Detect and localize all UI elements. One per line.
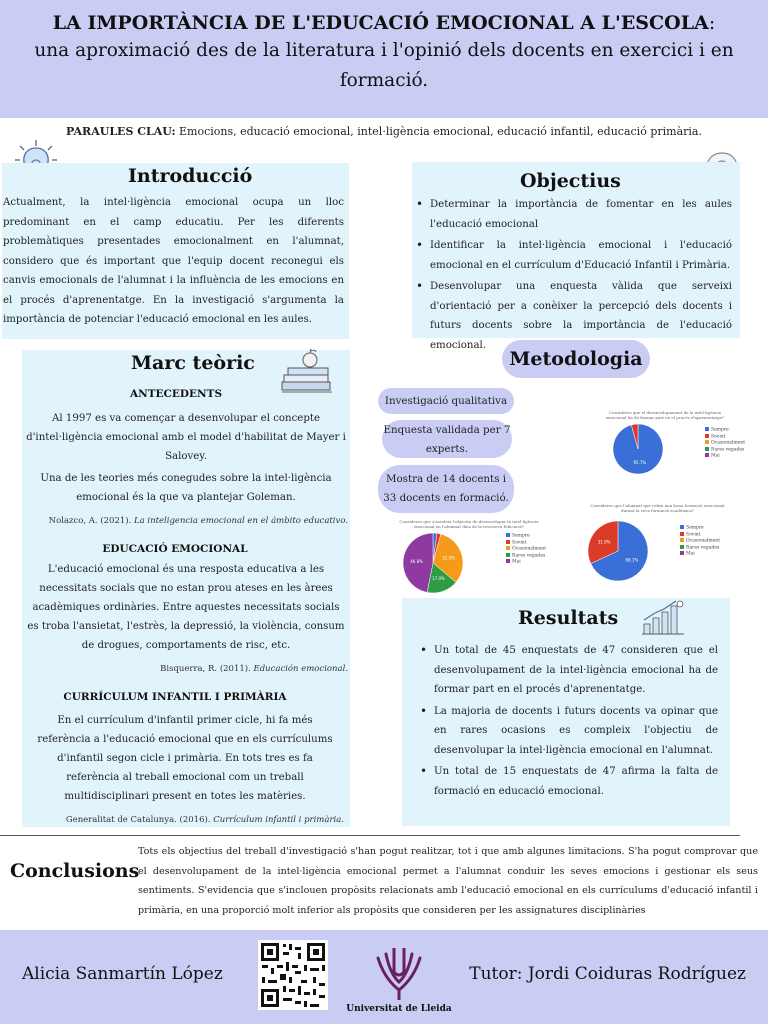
citation-bisquerra xyxy=(26,664,348,674)
resultat-item: • Un total de 45 enquestats de 47 consideren que el desenvolupament de la intel·ligència emocional ha de formar part en el procés d'aprenentatge. xyxy=(420,641,718,700)
legend-swatch xyxy=(506,559,510,563)
method-pill-qualitativa: Investigació qualitativa xyxy=(378,388,514,414)
poster-title xyxy=(0,10,768,36)
legend-label: Sovint xyxy=(512,540,527,545)
resultat-item: • Un total de 15 enquestats de 47 afirma la falta de formació en educació emocional. xyxy=(420,762,718,801)
legend-label: Sempre xyxy=(711,427,729,433)
legend-swatch xyxy=(705,453,709,457)
poster-subtitle: una aproximació des de la literatura i l'opinió dels docents en exercici i en formació. xyxy=(34,40,734,91)
legend-swatch xyxy=(705,440,709,444)
legend-swatch xyxy=(506,533,510,537)
method-pill-mostra: Mostra de 14 docents i 33 docents en formació. xyxy=(378,465,514,513)
pie-chart-1-legend xyxy=(705,427,745,460)
legend-swatch xyxy=(705,434,709,438)
citation-title: Currículum infantil i primària. xyxy=(213,815,344,825)
objectiu-item: • Identificar la intel·ligència emocional i l'educació emocional en el currículum d'Educació Infantil i Primària. xyxy=(416,236,732,275)
qr-code-icon[interactable] xyxy=(258,940,328,1010)
tutor-name: Tutor: Jordi Coiduras Rodríguez xyxy=(469,964,746,984)
citation-nolazco xyxy=(26,516,348,526)
legend-swatch xyxy=(506,540,510,544)
pie-chart-1-svg xyxy=(612,423,664,475)
antecedents-text-2: Una de les teories més conegudes sobre la intel·ligència emocional és la que va plantejar Goleman. xyxy=(40,473,332,503)
legend-label: Sempre xyxy=(686,525,704,531)
pie-data-label: 95.7% xyxy=(633,460,647,466)
pie-chart-3-svg xyxy=(587,520,649,582)
pie-data-label: 68.1% xyxy=(625,557,639,563)
legend-label: Rares vegades xyxy=(512,553,546,558)
poster-header xyxy=(0,0,768,118)
pie-chart-2-legend xyxy=(506,533,546,566)
legend-label: Sovint xyxy=(711,434,726,439)
legend-item xyxy=(705,453,745,460)
pie-data-label: 46.8% xyxy=(410,558,423,564)
legend-swatch xyxy=(680,551,684,555)
legend-label: Mai xyxy=(686,551,695,557)
method-pill-enquesta: Enquesta validada per 7 experts. xyxy=(382,420,512,458)
legend-label: Mai xyxy=(711,453,720,459)
legend-item xyxy=(506,559,546,566)
legend-label: Mai xyxy=(512,559,521,565)
educacio-emocional-text: L'educació emocional és una resposta educativa a les necessitats socials que no estan prou ateses en les àrees acadèmiques ordinàries. Entre aquestes necessitats socials es troba l'ansietat, l'estrès, la depressió, la violència, consum de drogues, comportaments de risc, etc. xyxy=(27,564,345,651)
legend-label: Ocasionalment xyxy=(512,546,547,552)
pie-data-label: 31.9% xyxy=(442,555,456,561)
introduccio-text: Actualment, la intel·ligència emocional ocupa un lloc predominant en el camp educatiu. Per les diferents problemàtiques presentades emocionalment en l'alumnat, considero que és important que l'equip docent reconegui els canvis emocionals de l'alumnat i la influència de les emocions en el procés d'aprenentatge. En la investigació s'argumenta la importància de potenciar l'educació emocional en les aules. xyxy=(3,197,344,325)
legend-label: Rares vegades xyxy=(686,545,720,550)
poster-footer xyxy=(0,930,768,1024)
introduccio-title: Introducció xyxy=(128,165,253,187)
pie-chart-3-legend xyxy=(680,525,720,558)
marc-teoric-title: Marc teòric xyxy=(131,352,255,374)
pie-data-label: 31.9% xyxy=(597,539,611,545)
metodologia-title: Metodologia xyxy=(502,340,650,378)
educacio-emocional-heading: EDUCACIÓ EMOCIONAL xyxy=(102,543,248,555)
legend-label: Ocasionalment xyxy=(686,538,721,544)
legend-item xyxy=(705,440,745,447)
legend-swatch xyxy=(506,553,510,557)
legend-label: Sempre xyxy=(512,533,530,539)
legend-label: Ocasionalment xyxy=(711,440,746,446)
conclusions-text: Tots els objectius del treball d'investigació s'han pogut realitzar, tot i que amb algunes limitacions. S'ha pogut comprovar que el desenvolupament de la intel·ligència emocional permet a l'alumnat conduir les seves emocions i gestionar els seus sentiments. S'evidencia que s'inclouen propòsits relacionats amb l'educació emocional en els currículums d'educació infantil i primària, en una proporció molt inferior als propòsits que consideren per les assignatures disciplinàries xyxy=(138,846,758,916)
legend-swatch xyxy=(680,532,684,536)
legend-swatch xyxy=(705,447,709,451)
curriculum-heading: CURRÍCULUM INFANTIL I PRIMÀRIA xyxy=(63,691,287,703)
title-colon: : xyxy=(708,12,716,34)
objectiu-item: • Determinar la importància de fomentar en les aules l'educació emocional xyxy=(416,195,732,234)
pie-chart-1 xyxy=(590,405,746,480)
legend-swatch xyxy=(680,538,684,542)
legend-item xyxy=(680,551,720,558)
resultat-item: • La majoria de docents i futurs docents va opinar que en rares ocasions es compleix l'objectiu de desenvolupar la intel·ligència emocional en l'alumnat. xyxy=(420,702,718,761)
books-apple-icon xyxy=(280,348,332,396)
objectius-list xyxy=(416,195,732,357)
pie-data-label: 17.0% xyxy=(432,576,445,582)
conclusions-divider xyxy=(0,835,740,836)
pie-chart-2-svg xyxy=(402,532,464,594)
university-logo-icon xyxy=(370,944,428,1002)
growth-chart-icon xyxy=(640,598,686,636)
keywords-label: PARAULES CLAU: xyxy=(66,125,176,138)
pie-chart-1-title: Consideres que el desenvolupament de la intel·ligència emocional ha de formar part en el procés d'aprenentatge? xyxy=(605,410,725,420)
resultats-list xyxy=(420,641,718,803)
legend-swatch xyxy=(680,525,684,529)
keywords xyxy=(0,125,768,138)
citation-generalitat xyxy=(26,815,344,825)
citation-author: Bisquerra, R. (2011). xyxy=(160,664,254,674)
legend-item xyxy=(680,538,720,545)
citation-title: La inteligencia emocional en el ámbito educativo. xyxy=(133,516,348,526)
objectiu-item: • Desenvolupar una enquesta vàlida que serveixi d'orientació per a conèixer la percepció dels docents i futurs docents sobre la importància de l'educació emocional. xyxy=(416,277,732,355)
citation-author: Nolazco, A. (2021). xyxy=(48,516,134,526)
university-name: Universitat de Lleida xyxy=(346,1004,452,1014)
pie-chart-3-title: Consideres que l'alumnat que rebrà una bona formació emocional durant la seva formació acadèmica? xyxy=(590,503,725,513)
title-main: LA IMPORTÀNCIA DE L'EDUCACIÓ EMOCIONAL A L'ESCOLA xyxy=(52,12,709,34)
citation-author: Generalitat de Catalunya. (2016). xyxy=(65,815,214,825)
legend-label: Sovint xyxy=(686,532,701,537)
legend-swatch xyxy=(680,545,684,549)
curriculum-text: En el currículum d'infantil primer cicle, hi fa més referència a l'educació emocional que en els currículums d'infantil segon cicle i primària. En tots tres es fa referència al treball emocional com un treball multidisciplinari present en totes les matèries. xyxy=(37,715,333,802)
pie-chart-3 xyxy=(575,500,740,585)
conclusions-title: Conclusions xyxy=(10,860,140,882)
citation-title: Educación emocional. xyxy=(253,664,348,674)
antecedents-heading: ANTECEDENTS xyxy=(130,388,223,400)
antecedents-text: Al 1997 es va començar a desenvolupar el concepte d'intel·ligència emocional amb el model d'habilitat de Mayer i Salovey. xyxy=(26,413,346,462)
legend-item xyxy=(506,546,546,553)
keywords-text: Emocions, educació emocional, intel·ligència emocional, educació infantil, educació primària. xyxy=(175,125,702,138)
resultats-title: Resultats xyxy=(518,607,619,629)
legend-label: Rares vegades xyxy=(711,447,745,452)
objectius-title: Objectius xyxy=(520,170,621,192)
pie-chart-2 xyxy=(394,516,547,596)
author-name: Alicia Sanmartín López xyxy=(22,964,223,984)
legend-swatch xyxy=(506,546,510,550)
pie-chart-2-title: Consideres que s'assoleix l'objectiu de desenvolupar la intel·ligència emocional en l'alumnat dins de la teva/seva Educació? xyxy=(399,519,539,529)
legend-swatch xyxy=(705,427,709,431)
